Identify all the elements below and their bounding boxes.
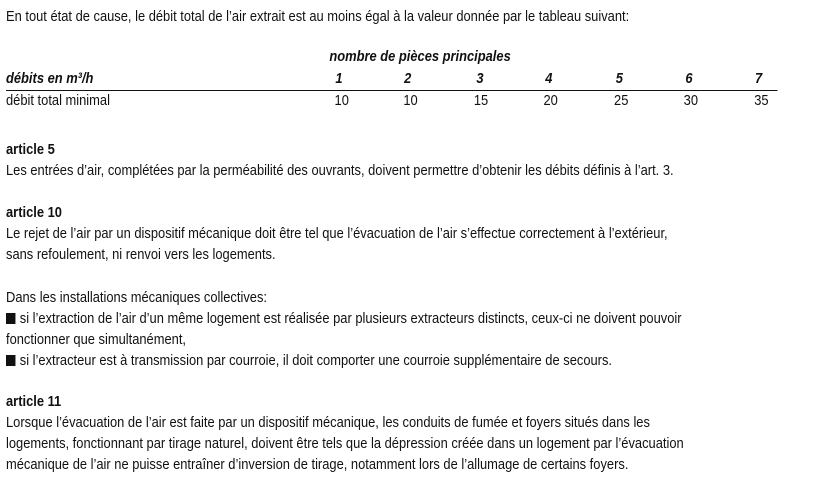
table-cell: 15: [473, 92, 489, 109]
article-text-line: Le rejet de l’air par un dispositif mécanique doit être tel que l’évacuation de l’air s’effectue correctement à l’extérieur,: [6, 225, 668, 242]
table-data-row: [6, 90, 780, 112]
square-bullet-icon: [6, 313, 15, 324]
table-column-header: 3: [476, 70, 484, 87]
article-heading: article 5: [6, 141, 55, 158]
bullet-continuation: fonctionner que simultanément,: [6, 331, 186, 348]
article-text-line: sans refoulement, ni renvoi vers les logements.: [6, 246, 276, 263]
table-column-header: 4: [545, 70, 553, 87]
table-cell: 20: [543, 92, 558, 109]
article-5: [6, 139, 825, 181]
table-column-caption: nombre de pièces principales: [329, 48, 511, 65]
table-cell: 10: [403, 92, 418, 109]
table-column-header: 6: [685, 70, 693, 87]
table-cell: 10: [334, 92, 349, 109]
table-header-label: débits en m³/h: [6, 70, 94, 87]
bullet-item: [6, 308, 825, 329]
bullet-item: [6, 350, 825, 371]
table-column-header: 2: [404, 70, 412, 87]
table-cell: 25: [614, 92, 629, 109]
table-cell: 30: [683, 92, 699, 109]
article-10: [6, 202, 825, 265]
table-row-label: débit total minimal: [6, 92, 110, 109]
square-bullet-icon: [6, 355, 15, 366]
article-text-line: mécanique de l’air ne puisse entraîner d’inversion de tirage, notamment lors de l’allumage de certains foyers.: [6, 456, 629, 473]
collective-intro: Dans les installations mécaniques collectives:: [6, 289, 267, 306]
bullet-text: si l’extracteur est à transmission par courroie, il doit comporter une courroie supplémentaire de secours.: [19, 352, 613, 369]
table-column-header: 5: [615, 70, 623, 87]
article-text-line: Lorsque l’évacuation de l’air est faite par un dispositif mécanique, les conduits de fumée et foyers situés dans les: [6, 414, 650, 431]
table-header-row: [6, 68, 780, 90]
article-11: [6, 391, 825, 475]
table-cell: 35: [754, 92, 769, 109]
intro-text: En tout état de cause, le débit total de l’air extrait est au moins égal à la valeur donnée par le tableau suivant:: [6, 8, 630, 25]
article-text-line: logements, fonctionnant par tirage naturel, doivent être tels que la dépression créée dans un logement par l’évacuation: [6, 435, 684, 452]
table-column-header: 7: [755, 70, 763, 87]
table-caption-row: [6, 46, 780, 68]
article-heading: article 10: [6, 204, 62, 221]
table-column-header: 1: [335, 70, 343, 87]
collective-installations: [6, 287, 825, 371]
article-heading: article 11: [6, 393, 62, 410]
airflow-table: [6, 46, 780, 112]
bullet-text: si l’extraction de l’air d’un même logement est réalisée par plusieurs extracteurs distincts, ceux-ci ne doivent pouvoir: [19, 310, 682, 327]
article-text: Les entrées d’air, complétées par la perméabilité des ouvrants, doivent permettre d’obtenir les débits définis à l’art. 3.: [6, 162, 674, 179]
